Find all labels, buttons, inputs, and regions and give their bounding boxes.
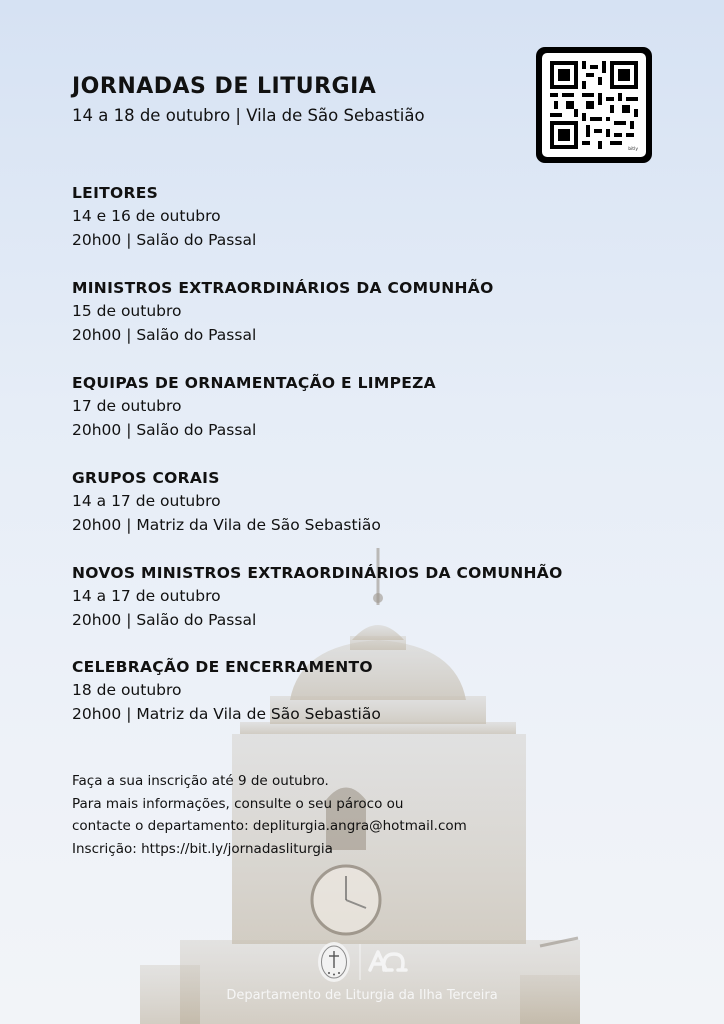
section-place: 20h00 | Salão do Passal	[72, 611, 257, 629]
section-date: 15 de outubro	[72, 302, 182, 320]
info-deadline: Faça a sua inscrição até 9 de outubro.	[72, 773, 329, 789]
section-title: MINISTROS EXTRAORDINÁRIOS DA COMUNHÃO	[72, 279, 494, 297]
diocese-seal-icon	[318, 942, 350, 982]
section-leitores	[72, 182, 256, 252]
section-title: EQUIPAS DE ORNAMENTAÇÃO E LIMPEZA	[72, 374, 436, 392]
info-contact: Para mais informações, consulte o seu pároco ou	[72, 795, 404, 812]
section-grupos-corais	[72, 467, 381, 537]
section-novos-ministros	[72, 562, 563, 632]
section-place: 20h00 | Salão do Passal	[72, 421, 257, 439]
footer-department: Departamento de Liturgia da Ilha Terceira	[226, 988, 498, 1003]
qr-caption: bitly	[628, 147, 638, 152]
page-subtitle: 14 a 18 de outubro | Vila de São Sebastião	[72, 106, 425, 125]
section-place: 20h00 | Salão do Passal	[72, 231, 257, 249]
section-title: GRUPOS CORAIS	[72, 469, 220, 487]
footer-logos	[316, 938, 411, 984]
section-title: NOVOS MINISTROS EXTRAORDINÁRIOS DA COMUNHÃO	[72, 564, 563, 582]
section-date: 14 e 16 de outubro	[72, 207, 221, 225]
section-title: CELEBRAÇÃO DE ENCERRAMENTO	[72, 658, 373, 676]
registration-info	[72, 770, 467, 860]
section-date: 17 de outubro	[72, 397, 182, 415]
section-date: 18 de outubro	[72, 681, 182, 699]
qr-code[interactable]	[536, 47, 652, 163]
section-ministros	[72, 277, 494, 347]
section-place: 20h00 | Matriz da Vila de São Sebastião	[72, 705, 381, 723]
section-title: LEITORES	[72, 184, 159, 202]
section-place: 20h00 | Matriz da Vila de São Sebastião	[72, 516, 381, 534]
info-registration-link[interactable]: Inscrição: https://bit.ly/jornadasliturgia	[72, 840, 333, 857]
section-place: 20h00 | Salão do Passal	[72, 326, 257, 344]
qr-code-pattern	[550, 61, 638, 149]
info-email[interactable]: contacte o departamento: depliturgia.angra@hotmail.com	[72, 818, 467, 835]
section-encerramento	[72, 656, 381, 726]
section-date: 14 a 17 de outubro	[72, 492, 221, 510]
alpha-omega-icon	[370, 952, 406, 970]
section-date: 14 a 17 de outubro	[72, 587, 221, 605]
section-equipas	[72, 372, 436, 442]
page-title: JORNADAS DE LITURGIA	[72, 74, 377, 99]
